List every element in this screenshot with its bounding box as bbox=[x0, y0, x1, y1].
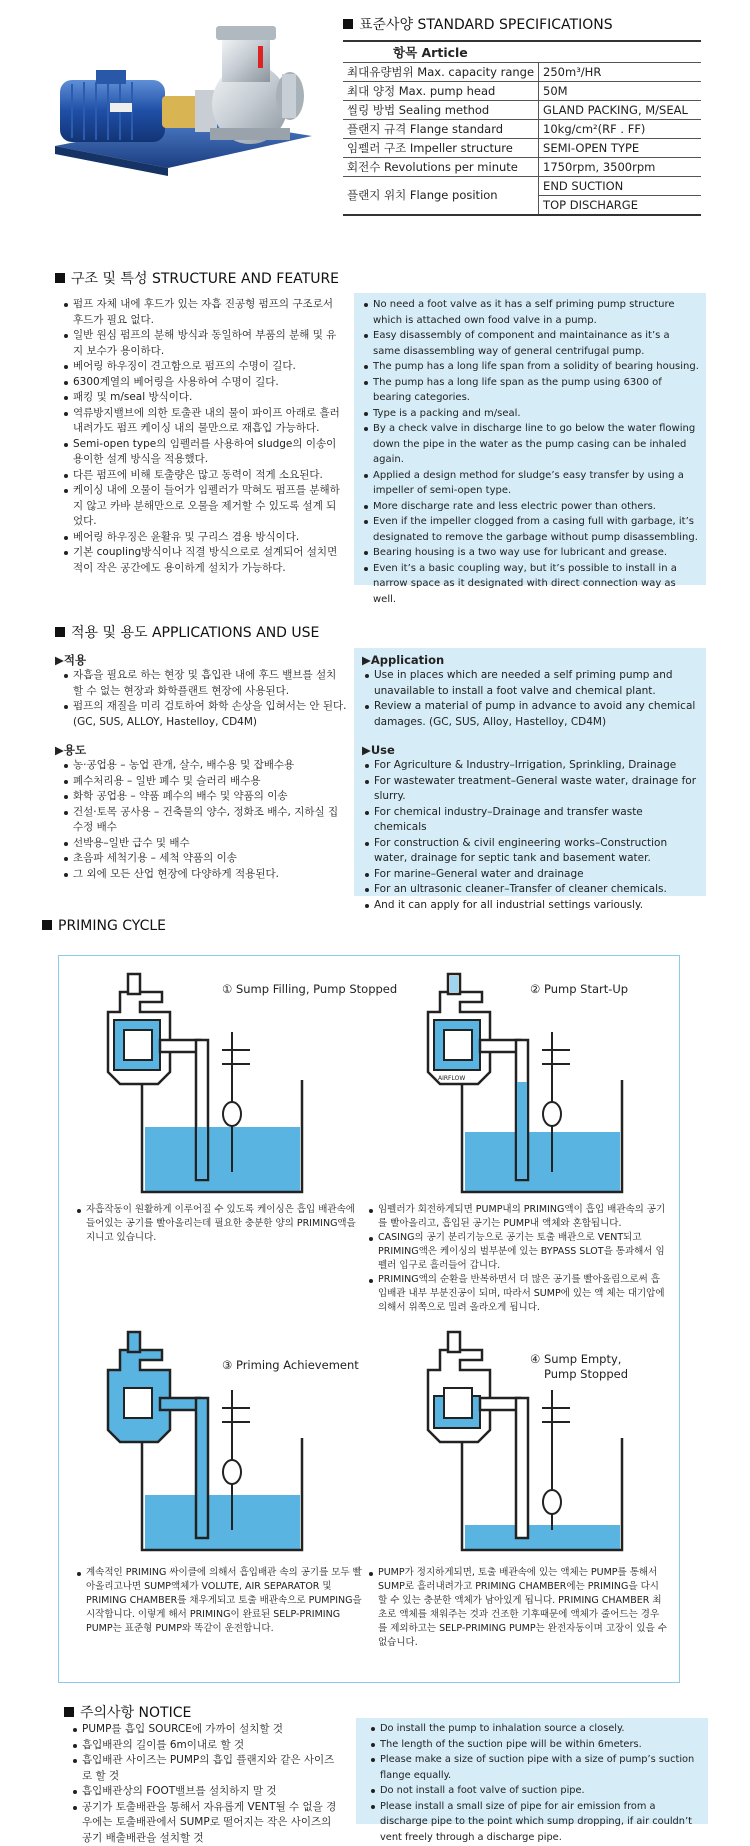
list-item: By a check valve in discharge line to go below the water flowing down the pipe in the water as the pump casing can be inhaled again. bbox=[363, 421, 700, 468]
list-item: The pump has a long life span as the pump using 6300 of bearing categories. bbox=[363, 375, 700, 406]
structure-en-box bbox=[354, 293, 706, 585]
spec-label: 최대유량범위 Max. capacity range bbox=[343, 63, 539, 82]
notice-ko-list bbox=[72, 1722, 342, 1846]
list-item: For construction & civil engineering works–Construction water, drainage for septic tank and basement water. bbox=[364, 836, 698, 867]
list-item: 화학 공업용 – 약품 폐수의 배수 및 약품의 이송 bbox=[63, 789, 347, 805]
applications-ko bbox=[55, 652, 347, 882]
list-item: 흡입배관의 길이를 6m이내로 할 것 bbox=[72, 1738, 342, 1754]
notice-en-box bbox=[356, 1718, 708, 1824]
list-item: 기본 coupling방식이나 직결 방식으로로 설계되어 설치면적이 작은 공간에도 용이하게 설치가 가능하다. bbox=[63, 545, 346, 576]
list-item: The pump has a long life span from a solidity of bearing housing. bbox=[363, 359, 700, 375]
list-item: 임펠러가 회전하게되면 PUMP내의 PRIMING액이 흡입 배관속의 공기를 빨아올리고, 흡입된 공기는 PUMP내 액체와 혼합됩니다. bbox=[368, 1203, 668, 1231]
spec-label: 플랜지 위치 Flange position bbox=[343, 177, 539, 215]
list-item: Even if the impeller clogged from a casing full with garbage, it’s designated to remove the garbage without pump disassembling. bbox=[363, 514, 700, 545]
airflow-label: AIRFLOW bbox=[438, 1075, 465, 1082]
list-item: 선박용–일반 급수 및 배수 bbox=[63, 836, 347, 852]
list-item: 펌프 자체 내에 후드가 있는 자흡 진공형 펌프의 구조로서 후드가 필요 없다. bbox=[63, 297, 346, 328]
applications-title-text: 적용 및 용도 APPLICATIONS AND USE bbox=[71, 625, 319, 641]
list-item: 패킹 및 m/seal 방식이다. bbox=[63, 390, 346, 406]
list-item: 그 외에 모든 산업 현장에 다양하게 적용된다. bbox=[63, 867, 347, 883]
square-icon bbox=[64, 1707, 74, 1717]
spec-row bbox=[343, 63, 701, 82]
list-item: CASING의 공기 분리기능으로 공기는 토출 배관으로 VENT되고 PRIMING액은 케이싱의 벌부분에 있는 BYPASS SLOT을 통과해서 임펠러 입구로 흘러들어 갑니다. bbox=[368, 1231, 668, 1273]
en-use-heading: ▶Use bbox=[362, 742, 698, 758]
priming-caption: ③ Priming Achievement bbox=[222, 1358, 359, 1372]
spec-row bbox=[343, 139, 701, 158]
list-item: 건설·토목 공사용 – 건축물의 양수, 정화조 배수, 지하실 집수정 배수 bbox=[63, 805, 347, 836]
list-item: PUMP가 정지하게되면, 토출 배관속에 있는 액체는 PUMP를 통해서 SUMP로 흘러내려가고 PRIMING CHAMBER에는 PRIMING을 다시 할 수 있는 충분한 액체가 남아있게 됩니다. PRIMING CHAMBER 최초로 액체를 채워주는 것과 건조한 기후때문에 액체가 줄어드는 경우를 제외하고는 SELP-PRIMING PUMP는 완전자동이며 고장이 있을 수 없습니다. bbox=[368, 1566, 668, 1650]
list-item: 케이싱 내에 오물이 들어가 임펠러가 막혀도 펌프를 분해하지 않고 카바 분해만으로 오물을 제거할 수 있도록 설계 되었다. bbox=[63, 483, 346, 530]
en-app-list bbox=[362, 668, 698, 730]
notice-en-list bbox=[356, 1718, 708, 1845]
priming-section-title bbox=[42, 918, 166, 934]
list-item: 자흡작동이 원활하게 이루어질 수 있도록 케이싱은 흡입 배관속에 들어있는 공기를 빨아올리는데 필요한 충분한 양의 PRIMING액을 지니고 있습니다. bbox=[76, 1203, 364, 1245]
spec-value: 1750rpm, 3500rpm bbox=[539, 158, 701, 177]
spec-label: 임펠러 구조 Impeller structure bbox=[343, 139, 539, 158]
list-item: 공기가 토출배관을 통해서 자유롭게 VENT될 수 없을 경우에는 토출배관에서 SUMP로 떨어지는 작은 사이즈의 공기 배출배관을 설치할 것 bbox=[72, 1800, 342, 1846]
list-item: 베어링 하우징은 윤활유 및 구리스 겸용 방식이다. bbox=[63, 530, 346, 546]
priming-caption-line2: Pump Stopped bbox=[530, 1367, 628, 1382]
list-item: PUMP를 흡입 SOURCE에 가까이 설치할 것 bbox=[72, 1722, 342, 1738]
list-item: Do not install a foot valve of suction pipe. bbox=[370, 1783, 702, 1799]
list-item: 다른 펌프에 비해 토출량은 많고 동력이 적게 소요된다. bbox=[63, 468, 346, 484]
spec-row bbox=[343, 158, 701, 177]
square-icon bbox=[55, 627, 65, 637]
spec-row bbox=[343, 82, 701, 101]
spec-row bbox=[343, 120, 701, 139]
spec-label: 씰링 방법 Sealing method bbox=[343, 101, 539, 120]
spec-value: 50M bbox=[539, 82, 701, 101]
list-item: Easy disassembly of component and maintainance as it’s a same disassembling way of general centrifugal pump. bbox=[363, 328, 700, 359]
priming-diagram-2 bbox=[420, 972, 630, 1197]
list-item: Review a material of pump in advance to avoid any chemical damages. (GC, SUS, Alloy, Hastelloy, CD4M) bbox=[364, 699, 698, 730]
list-item: For chemical industry–Drainage and transfer waste chemicals bbox=[364, 805, 698, 836]
list-item: 역류방지밸브에 의한 토출관 내의 물이 파이프 아래로 흘러 내려가도 펌프 케이싱 내의 물만으로 재흡입 가능하다. bbox=[63, 406, 346, 437]
list-item: 농·공업용 – 농업 관개, 살수, 배수용 및 잡배수용 bbox=[63, 758, 347, 774]
spec-value: SEMI-OPEN TYPE bbox=[539, 139, 701, 158]
spec-row bbox=[343, 177, 701, 196]
spec-header: 항목 Article bbox=[343, 41, 701, 63]
ko-app-heading: ▶적용 bbox=[55, 652, 347, 668]
list-item: Type is a packing and m/seal. bbox=[363, 406, 700, 422]
list-item: 6300계열의 베어링을 사용하여 수명이 길다. bbox=[63, 375, 346, 391]
priming-caption: ① Sump Filling, Pump Stopped bbox=[222, 982, 397, 996]
ko-app-list bbox=[55, 668, 347, 730]
spec-label: 회전수 Revolutions per minute bbox=[343, 158, 539, 177]
square-icon bbox=[55, 273, 65, 283]
list-item: 일반 원심 펌프의 분해 방식과 동일하여 부품의 분해 및 유지 보수가 용이하다. bbox=[63, 328, 346, 359]
list-item: 초음파 세척기용 – 세척 약품의 이송 bbox=[63, 851, 347, 867]
priming-text-1 bbox=[76, 1203, 364, 1245]
priming-text-4 bbox=[368, 1566, 668, 1650]
notice-section-title bbox=[64, 1702, 191, 1722]
square-icon bbox=[343, 19, 353, 29]
list-item: PRIMING액의 순환을 반복하면서 더 많은 공기를 빨아올림으로써 흡입배관 내부 부분진공이 되며, 따라서 SUMP에 있는 액 체는 대기압에 의해서 위쪽으로 밀려 올라오게 됩니다. bbox=[368, 1273, 668, 1315]
spec-value: END SUCTION bbox=[539, 177, 701, 196]
list-item: 펌프의 재질을 미리 검토하여 화학 손상을 입혀서는 안 된다. (GC, SUS, ALLOY, Hastelloy, CD4M) bbox=[63, 699, 347, 730]
spec-value: GLAND PACKING, M/SEAL bbox=[539, 101, 701, 120]
list-item: Use in places which are needed a self priming pump and unavailable to install a foot valve and chemical plant. bbox=[364, 668, 698, 699]
structure-en-list bbox=[354, 293, 706, 607]
spec-value: 10kg/cm²(RF . FF) bbox=[539, 120, 701, 139]
list-item: 계속적인 PRIMING 싸이클에 의해서 흡입배관 속의 공기를 모두 빨아올리고나면 SUMP액체가 VOLUTE, AIR SEPARATOR 및 PRIMING CHAMBER를 채우게되고 토출 배관속으로 PUMPING을 시작합니다. 이렇게 해서 PRIMING이 완료된 SELP-PRIMING PUMP는 표준형 PUMP와 똑같이 운전합니다. bbox=[76, 1566, 364, 1636]
list-item: Even it’s a basic coupling way, but it’s possible to install in a narrow space as it designated with direct connection way as well. bbox=[363, 561, 700, 608]
list-item: 흡입배관상의 FOOT밸브를 설치하지 말 것 bbox=[72, 1784, 342, 1800]
structure-title-text: 구조 및 특성 STRUCTURE AND FEATURE bbox=[71, 271, 339, 287]
list-item: 흡입배관 사이즈는 PUMP의 흡입 플랜지와 같은 사이즈로 할 것 bbox=[72, 1753, 342, 1784]
list-item: For marine–General water and drainage bbox=[364, 867, 698, 883]
spec-header-row bbox=[343, 41, 701, 63]
list-item: The length of the suction pipe will be within 6meters. bbox=[370, 1737, 702, 1753]
notice-title-text: 주의사항 NOTICE bbox=[80, 1705, 191, 1721]
spec-section-title bbox=[343, 14, 613, 34]
priming-caption-4 bbox=[530, 1352, 628, 1382]
priming-caption: ④ Sump Empty, bbox=[530, 1352, 628, 1367]
list-item: 자흡을 필요로 하는 현장 및 흡입관 내에 후드 밸브를 설치 할 수 없는 현장과 화학플랜트 현장에 사용된다. bbox=[63, 668, 347, 699]
list-item: More discharge rate and less electric power than others. bbox=[363, 499, 700, 515]
list-item: Bearing housing is a two way use for lubricant and grease. bbox=[363, 545, 700, 561]
list-item: No need a foot valve as it has a self priming pump structure which is attached own food valve in a pump. bbox=[363, 297, 700, 328]
spec-table bbox=[343, 40, 701, 216]
list-item: Please install a small size of pipe for air emission from a discharge pipe to the point which sump dropping, if air couldn’t vent freely through a discharge pipe. bbox=[370, 1799, 702, 1846]
list-item: Applied a design method for sludge’s easy transfer by using a impeller of semi-open type. bbox=[363, 468, 700, 499]
list-item: For wastewater treatment–General waste water, drainage for slurry. bbox=[364, 774, 698, 805]
spec-label: 플랜지 규격 Flange standard bbox=[343, 120, 539, 139]
applications-en-box bbox=[354, 648, 706, 896]
priming-text-3 bbox=[76, 1566, 364, 1636]
priming-text-2 bbox=[368, 1203, 668, 1315]
list-item: 폐수처리용 – 일반 폐수 및 슬러리 배수용 bbox=[63, 774, 347, 790]
spec-label: 최대 양정 Max. pump head bbox=[343, 82, 539, 101]
structure-ko-list bbox=[63, 297, 346, 576]
list-item: Do install the pump to inhalation source a closely. bbox=[370, 1721, 702, 1737]
list-item: 베어링 하우징이 견고함으로 펌프의 수명이 길다. bbox=[63, 359, 346, 375]
pump-illustration bbox=[50, 18, 320, 178]
priming-title-text: PRIMING CYCLE bbox=[58, 918, 166, 934]
square-icon bbox=[42, 920, 52, 930]
applications-section-title bbox=[55, 622, 319, 642]
en-use-list bbox=[362, 758, 698, 913]
spec-value: 250m³/HR bbox=[539, 63, 701, 82]
ko-use-list bbox=[55, 758, 347, 882]
priming-caption: ② Pump Start-Up bbox=[530, 982, 628, 996]
ko-use-heading: ▶용도 bbox=[55, 742, 347, 758]
list-item: Please make a size of suction pipe with a size of pump’s suction flange equally. bbox=[370, 1752, 702, 1783]
priming-diagram-1 bbox=[100, 972, 310, 1197]
list-item: For an ultrasonic cleaner–Transfer of cleaner chemicals. bbox=[364, 882, 698, 898]
list-item: Semi-open type의 임펠러를 사용하여 sludge의 이송이 용이한 설계 방식을 적용했다. bbox=[63, 437, 346, 468]
spec-row bbox=[343, 101, 701, 120]
structure-section-title bbox=[55, 268, 339, 288]
list-item: For Agriculture & Industry–Irrigation, Sprinkling, Drainage bbox=[364, 758, 698, 774]
en-app-heading: ▶Application bbox=[362, 652, 698, 668]
spec-title-text: 표준사양 STANDARD SPECIFICATIONS bbox=[359, 17, 613, 33]
list-item: And it can apply for all industrial settings variously. bbox=[364, 898, 698, 914]
spec-value: TOP DISCHARGE bbox=[539, 196, 701, 215]
